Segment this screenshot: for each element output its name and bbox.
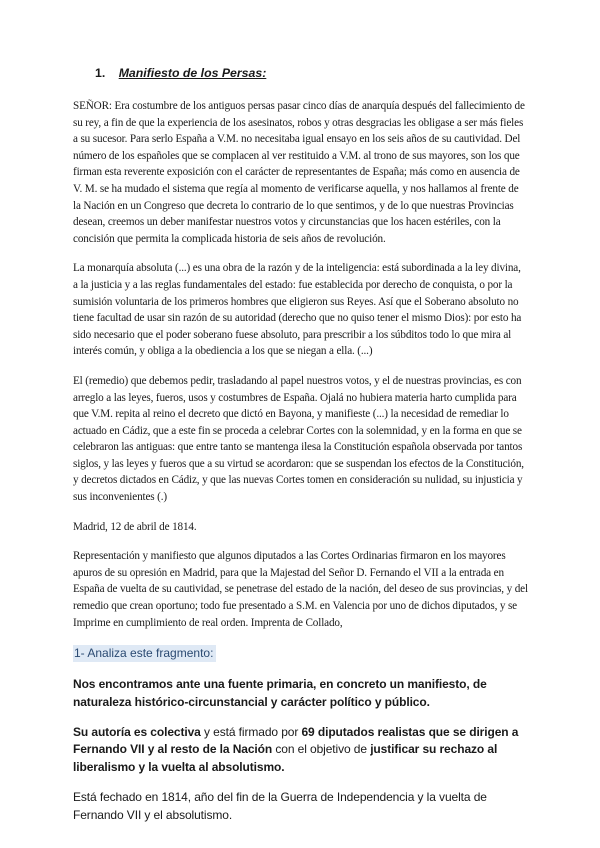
answer2-part-4: con el objetivo de [272, 742, 371, 757]
answer2-part-3: 69 diputados realistas que se dirigen a Fernando VII y al resto de la Nación [73, 725, 519, 757]
heading-number: 1. [95, 66, 106, 80]
answer-paragraph-2 [73, 724, 528, 776]
manifesto-paragraph-3: El (remedio) que debemos pedir, trasladando al papel nuestros votos, y el de nuestras provincias, es con arreglo a las leyes, fueros, usos y costumbres de España. Ojalá no hubiera materia harto cumplida para que V.M. repita al reino el decreto que dictó en Bayona, y manifieste (...) la necesidad de remediar lo actuado en Cádiz, que a este fin se proceda a celebrar Cortes con la solemnidad, y en la forma en que se celebraron las antiguas: que entre tanto se mantenga ilesa la Constitución española observada por tantos siglos, y las leyes y fueros que a su virtud se acordaron: que se suspendan los efectos de la Constitución, y decretos dictados en Cádiz, y que las nuevas Cortes tomen en consideración su nulidad, su injusticia y sus inconvenientes (.) [73, 374, 524, 504]
answer2-part-5: justificar su rechazo al liberalismo y la vuelta al absolutismo. [73, 742, 498, 774]
answer-paragraph-3: Está fechado en 1814, año del fin de la Guerra de Independencia y la vuelta de Fernando VII y el absolutismo. [73, 790, 487, 822]
answer2-part-1: Su autoría es colectiva [73, 725, 201, 740]
manifesto-date: Madrid, 12 de abril de 1814. [73, 520, 197, 533]
manifesto-closing: Representación y manifiesto que algunos diputados a las Cortes Ordinarias firmaron en los mayores apuros de su opresión en Madrid, para que la Majestad del Señor D. Fernando el VII a la entrada en España de vuelta de su cautividad, se penetrase del estado de la nación, del deseo de sus provincias, y del remedio que crean oportuno; todo fue presentado a S.M. en Valencia por uno de dichos diputados, y se Imprime en cumplimiento de real orden. Imprenta de Collado, [73, 550, 528, 629]
heading-title: Manifiesto de los Persas: [118, 66, 267, 80]
answer2-part-2: y está firmado por [200, 725, 302, 740]
section-heading [95, 66, 528, 80]
manifesto-paragraph-2: La monarquía absoluta (...) es una obra de la razón y de la inteligencia: está subordinada a la ley divina, a la justicia y a las reglas fundamentales del estado: fue establecida por derecho de conquista, o por la sumisión voluntaria de los primeros hombres que eligieron sus Reyes. Así que el Soberano absoluto no tiene facultad de usar sin razón de su autoridad (derecho que no quiso tener el mismo Dios): por esto ha sido necesario que el poder soberano fuese absoluto, para prescribir a los súbditos todo lo que mira al interés común, y obliga a la obediencia a los que se niegan a ella. (...) [73, 262, 522, 358]
manifesto-paragraph-1: SEÑOR: Era costumbre de los antiguos persas pasar cinco días de anarquía después del fallecimiento de su rey, a fin de que la experiencia de los asesinatos, robos y otras desgracias les obligase a ser más fieles a su sucesor. Para serlo España a V.M. no necesitaba igual ensayo en los seis años de su cautividad. Del número de los españoles que se complacen al ver restituido a V.M. al trono de sus mayores, son los que firman esta reverente exposición con el carácter de representantes de España; más como en ausencia de V. M. se ha mudado el sistema que regía al momento de verificarse aquella, y nos hallamos al frente de la Nación en un Congreso que decreta lo contrario de lo que sentimos, y de lo que nuestras Provincias desean, creemos un deber manifestar nuestros votos y circunstancias que los hacen estériles, con la concisión que permita la complicada historia de seis años de revolución. [73, 100, 525, 245]
answer-paragraph-1: Nos encontramos ante una fuente primaria, en concreto un manifiesto, de naturaleza histórico-circunstancial y carácter político y público. [73, 677, 487, 709]
question-label: 1- Analiza este fragmento: [73, 645, 216, 662]
